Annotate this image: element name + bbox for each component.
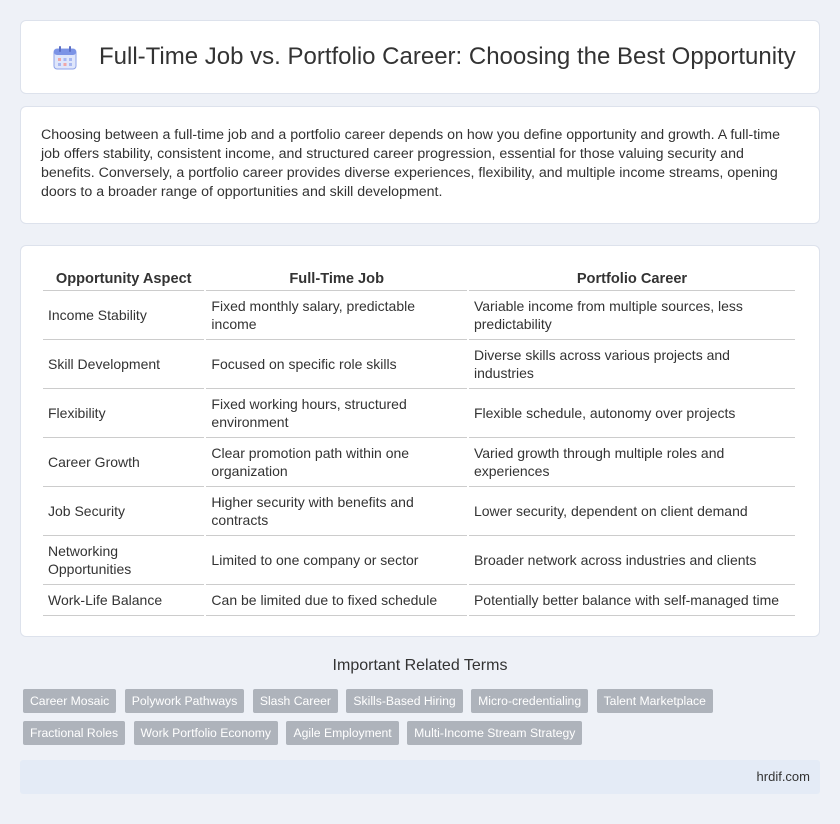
table-cell: Fixed working hours, structured environment xyxy=(206,389,467,438)
related-term-tag[interactable]: Career Mosaic xyxy=(23,689,116,713)
table-row xyxy=(43,438,795,487)
table-cell: Flexible schedule, autonomy over projects xyxy=(469,389,795,438)
related-term-tag[interactable]: Skills-Based Hiring xyxy=(346,689,462,713)
related-term-tag[interactable]: Polywork Pathways xyxy=(125,689,245,713)
table-row xyxy=(43,487,795,536)
page-title: Full-Time Job vs. Portfolio Career: Choosing the Best Opportunity xyxy=(99,43,796,70)
table-cell: Limited to one company or sector xyxy=(206,536,467,585)
table-cell: Broader network across industries and clients xyxy=(469,536,795,585)
related-term-tag[interactable]: Slash Career xyxy=(253,689,338,713)
table-cell: Can be limited due to fixed schedule xyxy=(206,585,467,616)
table-cell: Fixed monthly salary, predictable income xyxy=(206,291,467,340)
related-term-tag[interactable]: Talent Marketplace xyxy=(597,689,713,713)
table-cell: Career Growth xyxy=(43,438,204,487)
footer xyxy=(20,760,820,794)
column-header: Portfolio Career xyxy=(469,264,795,291)
table-row xyxy=(43,536,795,585)
related-term-tag[interactable]: Multi-Income Stream Strategy xyxy=(407,721,582,745)
comparison-table xyxy=(41,264,797,616)
table-cell: Higher security with benefits and contracts xyxy=(206,487,467,536)
table-cell: Networking Opportunities xyxy=(43,536,204,585)
table-cell: Focused on specific role skills xyxy=(206,340,467,389)
related-term-tag[interactable]: Agile Employment xyxy=(286,721,398,745)
intro-card xyxy=(20,106,820,224)
table-row xyxy=(43,585,795,616)
table-row xyxy=(43,291,795,340)
related-terms-title: Important Related Terms xyxy=(332,657,508,674)
comparison-table-card xyxy=(20,245,820,637)
calendar-icon xyxy=(52,45,78,71)
intro-text: Choosing between a full-time job and a portfolio career depends on how you define opportunity and growth. A full-time job offers stability, consistent income, and structured career progression, essential for those valuing security and benefits. Conversely, a portfolio career provides diverse experiences, flexibility, and multiple income streams, opening doors to a broader range of opportunities and skill development. xyxy=(41,127,780,200)
table-cell: Flexibility xyxy=(43,389,204,438)
table-cell: Potentially better balance with self-managed time xyxy=(469,585,795,616)
table-cell: Skill Development xyxy=(43,340,204,389)
table-header-row xyxy=(43,264,795,291)
column-header: Opportunity Aspect xyxy=(43,264,204,291)
related-term-tag[interactable]: Work Portfolio Economy xyxy=(134,721,279,745)
related-term-tag[interactable]: Fractional Roles xyxy=(23,721,125,745)
table-row xyxy=(43,389,795,438)
table-row xyxy=(43,340,795,389)
table-cell: Varied growth through multiple roles and experiences xyxy=(469,438,795,487)
table-cell: Clear promotion path within one organization xyxy=(206,438,467,487)
column-header: Full-Time Job xyxy=(206,264,467,291)
table-cell: Diverse skills across various projects and industries xyxy=(469,340,795,389)
table-cell: Job Security xyxy=(43,487,204,536)
related-terms-list xyxy=(23,689,823,753)
related-term-tag[interactable]: Micro-credentialing xyxy=(471,689,588,713)
table-cell: Variable income from multiple sources, less predictability xyxy=(469,291,795,340)
table-cell: Lower security, dependent on client demand xyxy=(469,487,795,536)
table-cell: Work-Life Balance xyxy=(43,585,204,616)
title-card xyxy=(20,20,820,94)
table-cell: Income Stability xyxy=(43,291,204,340)
footer-site-link[interactable]: hrdif.com xyxy=(756,769,810,784)
